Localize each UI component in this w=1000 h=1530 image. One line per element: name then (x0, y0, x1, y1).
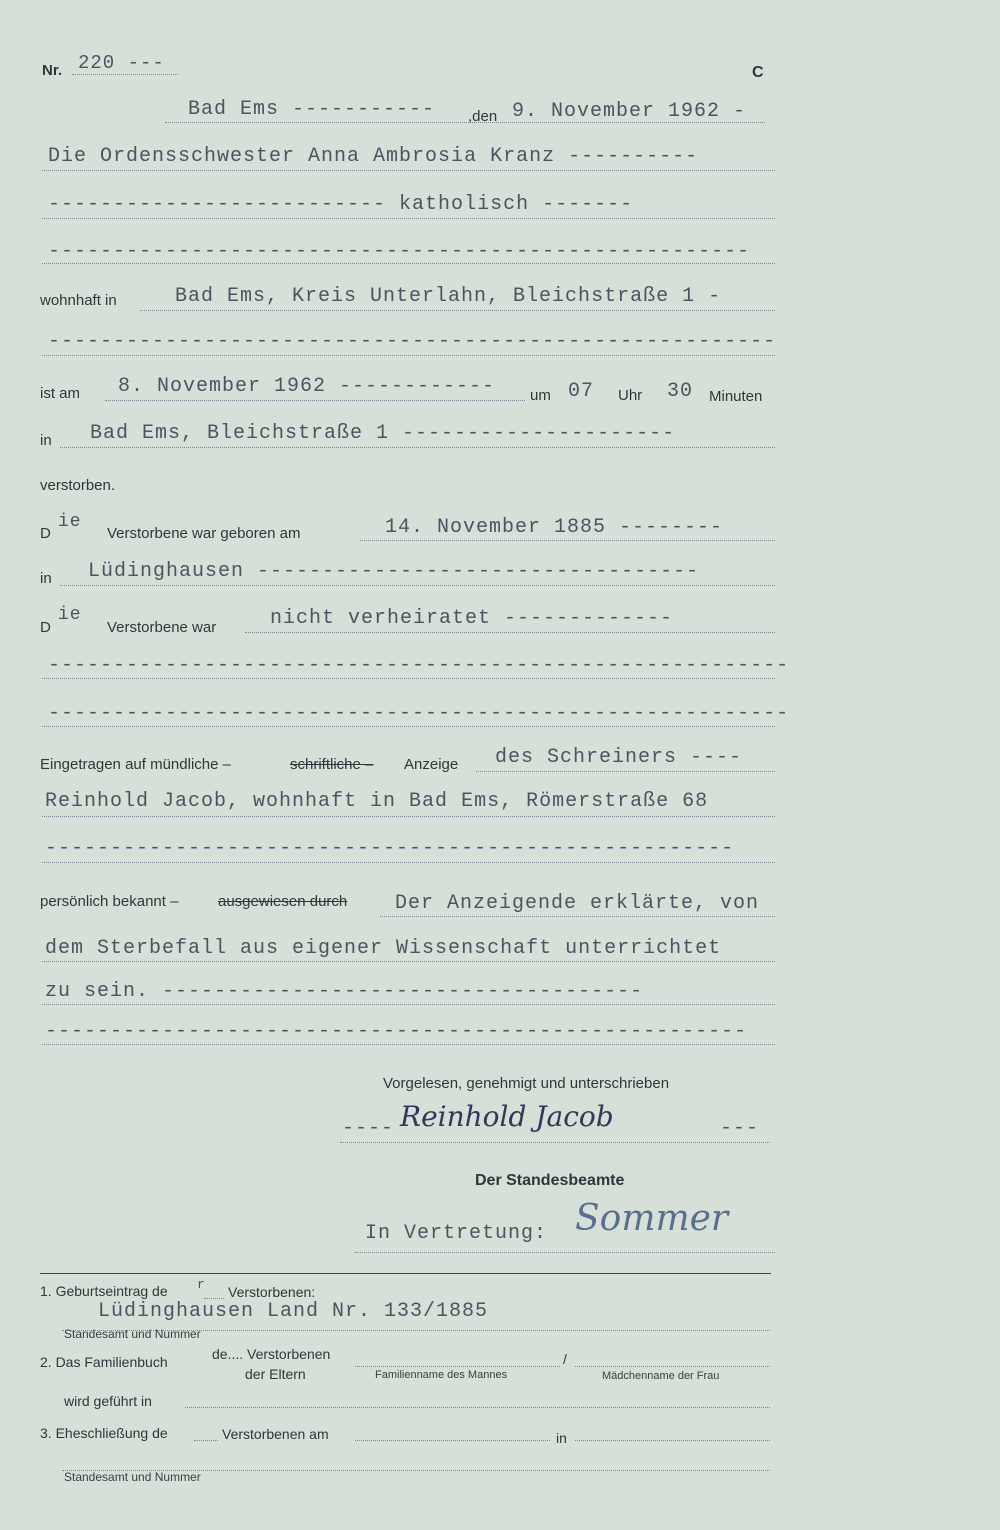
informant-sig-suffix: --- (720, 1117, 760, 1140)
nr-label: Nr. (42, 62, 63, 79)
deceased-name: Die Ordensschwester Anna Ambrosia Kranz ---------- (48, 145, 699, 168)
statement-4: ------------------------------------------------------ (45, 1020, 748, 1043)
residence-line (140, 310, 775, 311)
statement-line-1 (380, 916, 775, 917)
schriftliche-struck: schriftliche – (290, 756, 374, 773)
vorgelesen-label: Vorgelesen, genehmigt und unterschrieben (383, 1075, 670, 1092)
death-place: Bad Ems, Bleichstraße 1 --------------------- (90, 422, 676, 445)
death-in-label: in (40, 432, 52, 449)
residence: Bad Ems, Kreis Unterlahn, Bleichstraße 1 - (175, 285, 722, 308)
item3-de-line (194, 1440, 218, 1441)
blank-dotted-1 (42, 263, 775, 264)
eingetragen-label: Eingetragen auf mündliche – (40, 756, 231, 773)
birth-d-prefix: D (40, 525, 51, 542)
vertretung-label: In Vertretung: (365, 1222, 548, 1245)
anzeige-label: Anzeige (404, 756, 459, 773)
death-date: 8. November 1962 ------------ (118, 375, 496, 398)
death-place-line (60, 447, 775, 448)
item1-sup: r (197, 1277, 206, 1292)
item3-place-line (575, 1440, 770, 1441)
residence-cont-line (42, 355, 775, 356)
blank-line-1: ------------------------------------------------------ (48, 240, 751, 263)
death-date-line (105, 400, 525, 401)
ist-am-label: ist am (40, 385, 81, 402)
uhr-label: Uhr (618, 387, 643, 404)
verstorben-label: verstorben. (40, 477, 116, 494)
place-date-line (165, 122, 765, 123)
item2-slash: / (563, 1351, 567, 1367)
informant-sig-prefix: ---- (342, 1117, 395, 1140)
marital-d-suffix: ie (58, 605, 82, 625)
informant-name: Reinhold Jacob, wohnhaft in Bad Ems, Römerstraße 68 (45, 790, 709, 813)
marital-blank-line-1 (42, 678, 775, 679)
item1-de-line (204, 1298, 224, 1299)
verstorbene-war-label: Verstorbene war (107, 619, 217, 636)
official-sig-line (355, 1252, 775, 1253)
statement-1: Der Anzeigende erklärte, von (395, 892, 760, 915)
item2-mann-line (355, 1366, 560, 1367)
death-minutes: 30 (667, 380, 694, 403)
bekannt-label: persönlich bekannt – (40, 893, 179, 910)
informant-line-2 (42, 816, 775, 817)
marital-blank-2: --------------------------------------------------------- (48, 702, 790, 725)
birth-place: Lüdinghausen ---------------------------------- (88, 560, 700, 583)
religion-line (42, 218, 775, 219)
informant-signature: Reinhold Jacob (400, 1100, 614, 1133)
item2-de: de.... Verstorbenen (212, 1346, 331, 1362)
item3-in: in (556, 1430, 567, 1446)
item1-caption: Standesamt und Nummer (64, 1327, 201, 1341)
item3-label-2: Verstorbenen am (222, 1426, 329, 1442)
statement-line-4 (42, 1044, 775, 1045)
marital-status: nicht verheiratet ------------- (270, 607, 674, 630)
item3-label: 3. Eheschließung de (40, 1425, 168, 1441)
footer-divider (40, 1273, 771, 1274)
informant-blank: ----------------------------------------------------- (45, 837, 735, 860)
statement-3: zu sein. ------------------------------------- (45, 980, 644, 1003)
informant-occupation: des Schreiners ---- (495, 746, 743, 769)
statement-line-3 (42, 1004, 775, 1005)
informant-sig-line (340, 1142, 770, 1143)
item2-label: 2. Das Familienbuch (40, 1354, 168, 1370)
marital-blank-line-2 (42, 726, 775, 727)
series-letter: C (752, 64, 764, 81)
item2-frau-caption: Mädchenname der Frau (602, 1370, 720, 1382)
informant-line-3 (42, 862, 775, 863)
birth-d-suffix: ie (58, 512, 82, 532)
statement-line-2 (42, 961, 775, 962)
item2-gefuehrt: wird geführt in (64, 1393, 152, 1409)
item2-gefuehrt-line (185, 1407, 770, 1408)
name-line (42, 170, 775, 171)
den-label: ,den (468, 108, 498, 125)
religion: -------------------------- katholisch ------- (48, 193, 634, 216)
marital-blank-1: --------------------------------------------------------- (48, 654, 790, 677)
marital-d-prefix: D (40, 619, 51, 636)
birth-in-label: in (40, 570, 52, 587)
geboren-label: Verstorbene war geboren am (107, 525, 301, 542)
statement-2: dem Sterbefall aus eigener Wissenschaft unterrichtet (45, 937, 722, 960)
record-number: 220 --- (78, 52, 165, 74)
item2-mann-caption: Familienname des Mannes (375, 1369, 508, 1381)
marital-line (245, 632, 775, 633)
birth-place-line (60, 585, 775, 586)
registration-place: Bad Ems ----------- (188, 98, 436, 121)
item3-caption: Standesamt und Nummer (64, 1470, 201, 1484)
registration-date: 9. November 1962 - (512, 100, 747, 123)
official-signature: Sommer (575, 1198, 729, 1239)
birth-date-line (360, 540, 775, 541)
item3-date-line (355, 1440, 550, 1441)
um-label: um (530, 387, 551, 404)
minuten-label: Minuten (709, 388, 763, 405)
residence-cont: -------------------------------------------------------- (48, 330, 777, 353)
birth-register-entry: Lüdinghausen Land Nr. 133/1885 (98, 1300, 489, 1323)
birth-date: 14. November 1885 -------- (385, 516, 724, 539)
wohnhaft-label: wohnhaft in (40, 292, 117, 309)
standesbeamte-label: Der Standesbeamte (475, 1172, 625, 1189)
item2-eltern: der Eltern (245, 1366, 306, 1382)
ausgewiesen-struck: ausgewiesen durch (218, 893, 348, 910)
item2-frau-line (575, 1366, 770, 1367)
informant-line-1 (476, 771, 775, 772)
item1-label: 1. Geburtseintrag de (40, 1283, 168, 1299)
item1-label-2: Verstorbenen: (228, 1284, 316, 1300)
record-number-line (72, 74, 178, 75)
death-hour: 07 (568, 380, 595, 403)
